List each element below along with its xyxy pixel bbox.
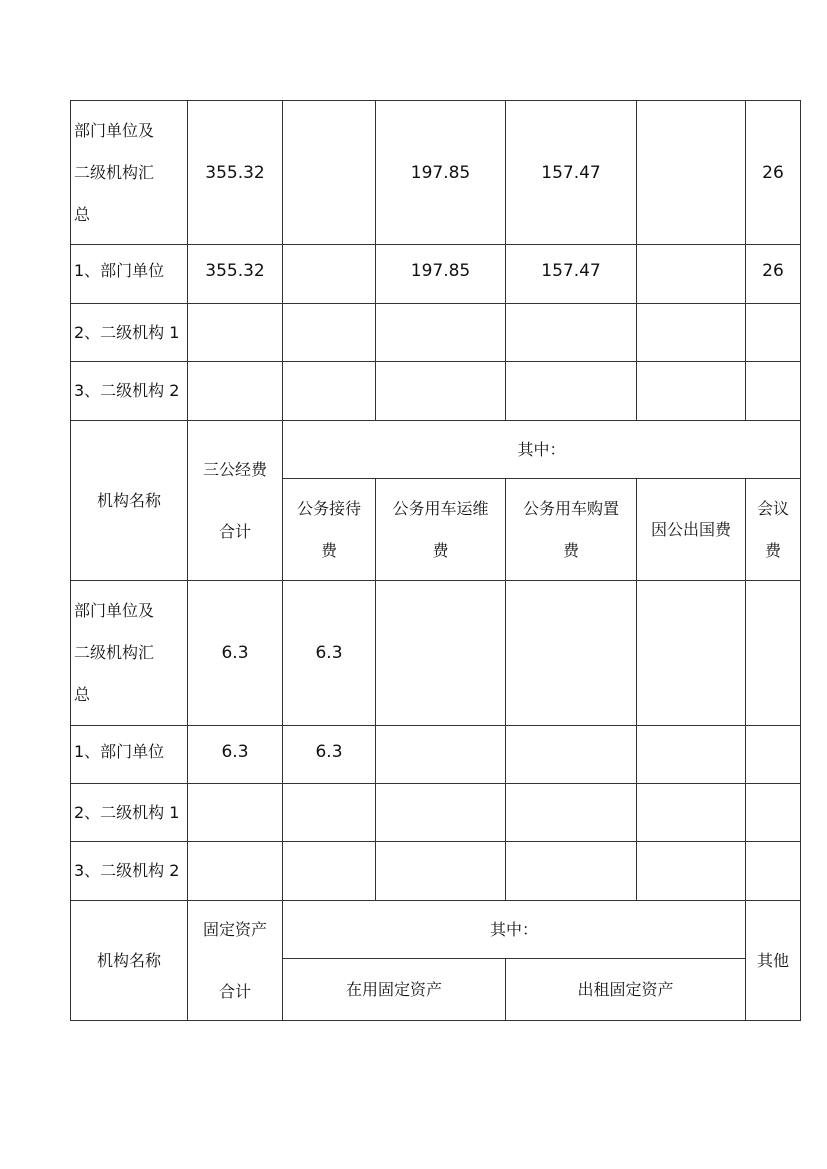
header-sub-cell: 因公出国费 <box>636 478 746 581</box>
value-cell <box>745 303 801 362</box>
header-sub-cell: 公务用车运维 费 <box>375 478 506 581</box>
value-cell: 6.3 <box>187 580 283 726</box>
row-name-cell: 1、部门单位 <box>70 725 188 784</box>
value-cell <box>375 361 506 421</box>
row-name-cell: 部门单位及 二级机构汇 总 <box>70 580 188 726</box>
header-other-cell: 其他 <box>745 900 801 1021</box>
value-cell <box>375 580 506 726</box>
value-cell <box>505 841 637 901</box>
value-cell <box>636 303 746 362</box>
value-cell: 6.3 <box>187 725 283 784</box>
value-cell <box>282 783 376 842</box>
value-cell <box>745 361 801 421</box>
header-name-cell: 机构名称 <box>70 420 188 581</box>
value-cell <box>636 580 746 726</box>
value-cell <box>375 303 506 362</box>
value-cell: 157.47 <box>505 100 637 245</box>
value-cell <box>636 361 746 421</box>
row-name-cell: 2、二级机构 1 <box>70 783 188 842</box>
value-cell <box>505 361 637 421</box>
header-total-cell: 固定资产 合计 <box>187 900 283 1021</box>
row-name-cell: 部门单位及 二级机构汇 总 <box>70 100 188 245</box>
value-cell <box>505 303 637 362</box>
row-name-cell: 3、二级机构 2 <box>70 361 188 421</box>
value-cell <box>375 841 506 901</box>
value-cell <box>282 361 376 421</box>
row-name-cell: 1、部门单位 <box>70 244 188 304</box>
value-cell <box>636 841 746 901</box>
value-cell: 197.85 <box>375 244 506 304</box>
value-cell: 355.32 <box>187 244 283 304</box>
header-name-cell: 机构名称 <box>70 900 188 1021</box>
value-cell <box>375 783 506 842</box>
value-cell: 6.3 <box>282 580 376 726</box>
value-cell: 197.85 <box>375 100 506 245</box>
value-cell <box>745 841 801 901</box>
header-sub-cell: 公务接待 费 <box>282 478 376 581</box>
value-cell <box>282 100 376 245</box>
value-cell: 355.32 <box>187 100 283 245</box>
value-cell: 6.3 <box>282 725 376 784</box>
header-sub-cell: 公务用车购置 费 <box>505 478 637 581</box>
header-group-cell: 其中： <box>282 900 746 959</box>
value-cell: 157.47 <box>505 244 637 304</box>
value-cell <box>636 244 746 304</box>
value-cell <box>636 100 746 245</box>
budget-table <box>70 100 801 1021</box>
value-cell: 26 <box>745 244 801 304</box>
header-total-cell: 三公经费 合计 <box>187 420 283 581</box>
header-sub-cell: 出租固定资产 <box>505 958 746 1021</box>
value-cell <box>745 725 801 784</box>
value-cell <box>745 580 801 726</box>
header-group-cell: 其中： <box>282 420 801 479</box>
value-cell <box>505 580 637 726</box>
value-cell: 26 <box>745 100 801 245</box>
header-sub-cell: 会议 费 <box>745 478 801 581</box>
value-cell <box>282 841 376 901</box>
value-cell <box>375 725 506 784</box>
row-name-cell: 3、二级机构 2 <box>70 841 188 901</box>
value-cell <box>187 783 283 842</box>
value-cell <box>505 725 637 784</box>
header-sub-cell: 在用固定资产 <box>282 958 506 1021</box>
value-cell <box>636 725 746 784</box>
value-cell <box>505 783 637 842</box>
value-cell <box>282 303 376 362</box>
row-name-cell: 2、二级机构 1 <box>70 303 188 362</box>
value-cell <box>282 244 376 304</box>
value-cell <box>187 361 283 421</box>
value-cell <box>187 841 283 901</box>
value-cell <box>636 783 746 842</box>
value-cell <box>745 783 801 842</box>
value-cell <box>187 303 283 362</box>
